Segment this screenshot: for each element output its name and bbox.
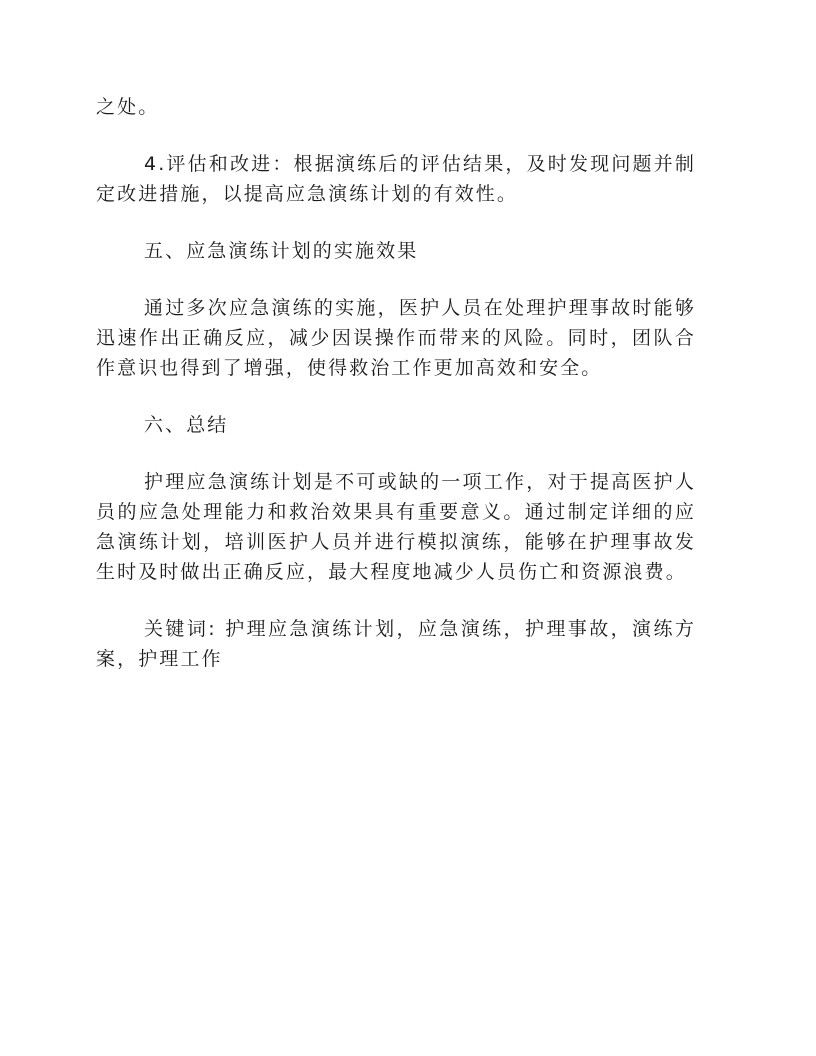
- paragraph-continuation: 之处。: [96, 96, 160, 118]
- document-body: [96, 92, 696, 701]
- paragraph-keywords: 关键词: 护理应急演练计划，应急演练，护理事故，演练方案，护理工作: [96, 618, 696, 670]
- paragraph-summary: 护理应急演练计划是不可或缺的一项工作，对于提高医护人员的应急处理能力和救治效果具有重要意义。通过制定详细的应急演练计划，培训医护人员并进行模拟演练，能够在护理事故发生时及时做出正确反应，最大程度地减少人员伤亡和资源浪费。: [96, 471, 696, 583]
- section-heading-implementation-effect: 五、应急演练计划的实施效果: [144, 240, 419, 262]
- paragraph-implementation-effect: 通过多次应急演练的实施，医护人员在处理护理事故时能够迅速作出正确反应，减少因误操作而带来的风险。同时，团队合作意识也得到了增强，使得救治工作更加高效和安全。: [96, 297, 696, 379]
- paragraph-evaluation-improvement: 4.评估和改进：根据演练后的评估结果，及时发现问题并制定改进措施，以提高应急演练计划的有效性。: [96, 153, 696, 205]
- section-heading-summary: 六、总结: [144, 414, 229, 436]
